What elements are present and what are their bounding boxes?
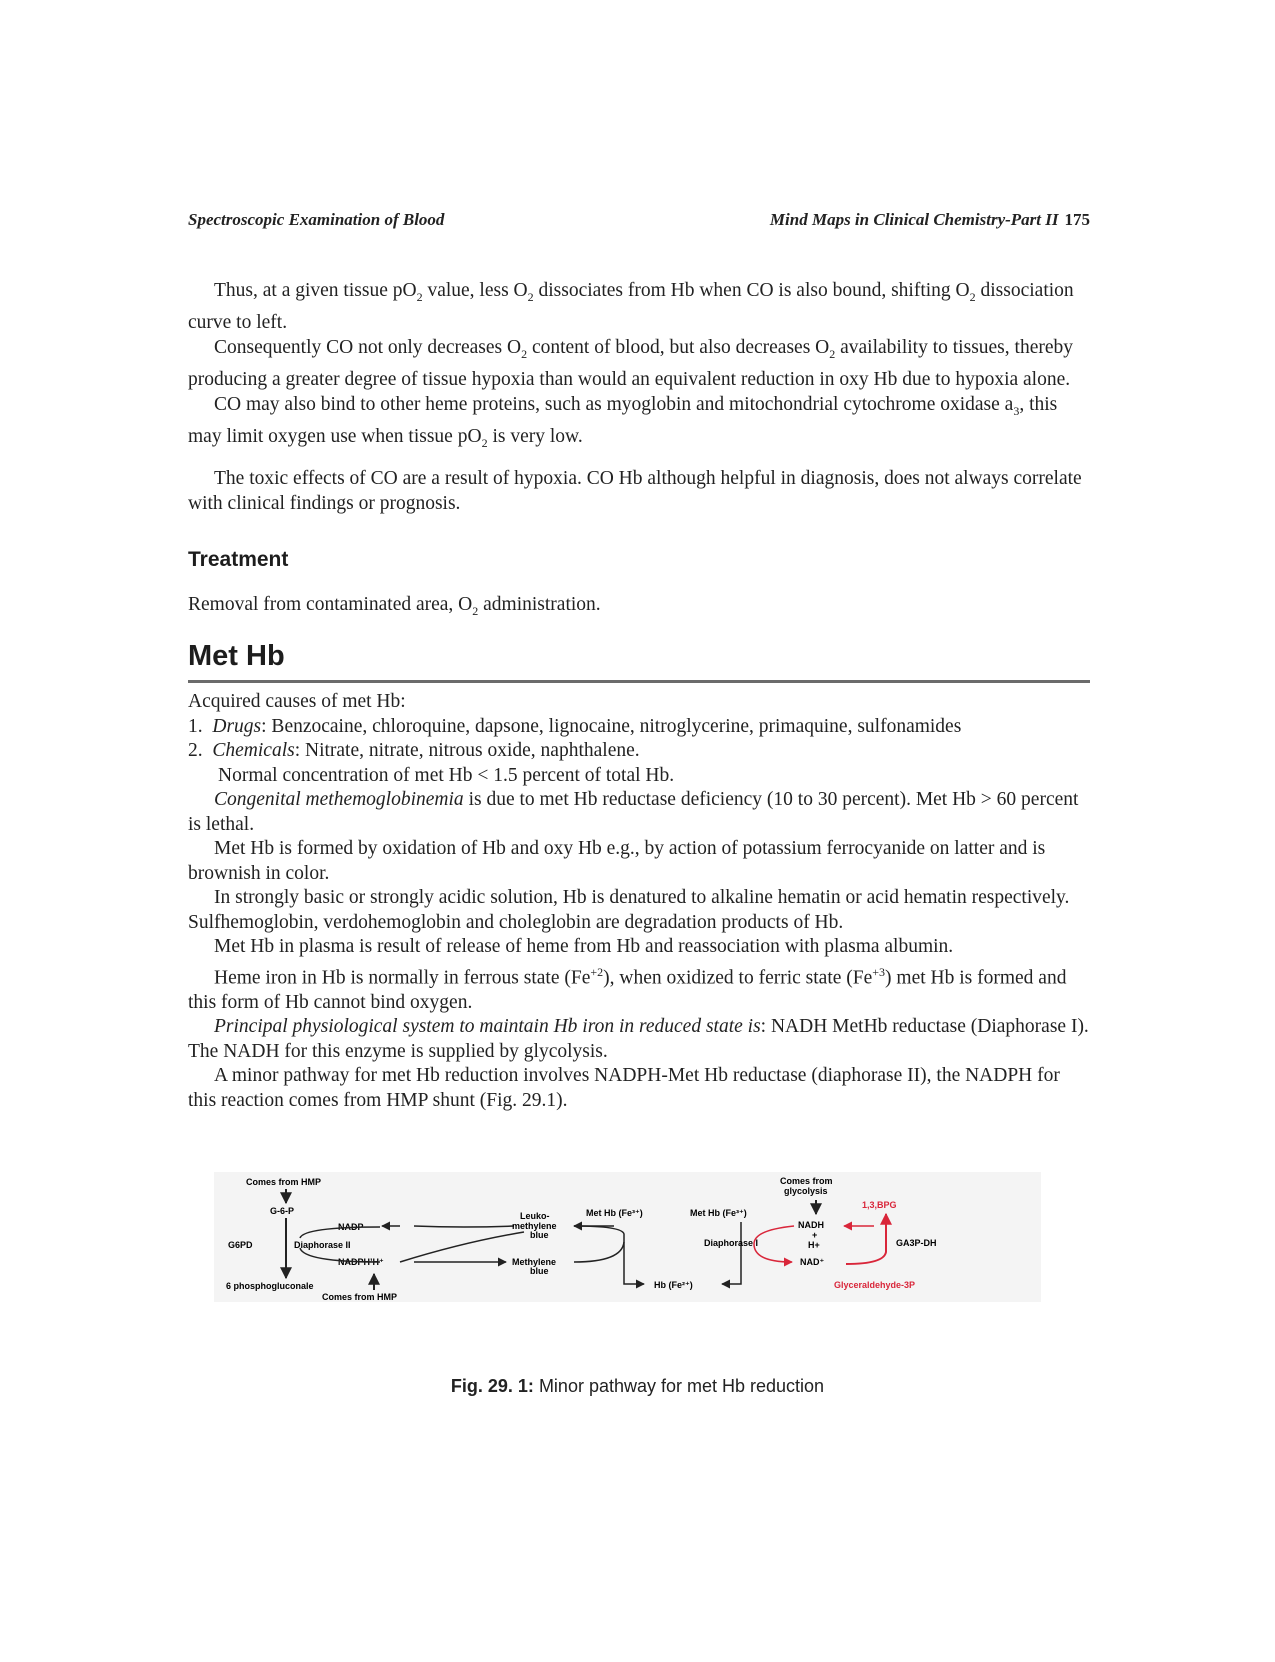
label-nadph: NADPH’H⁺ xyxy=(338,1257,384,1267)
paragraph-po2: Thus, at a given tissue $pO_2$ value, less $O_2$ dissociates from Hb when CO is also bound, shifting $O_2$ dissociation curve to left. xyxy=(188,280,1074,333)
paragraph-toxic-effects: The toxic effects of CO are a result of hypoxia. CO Hb although helpful in diagnosis, does not always correlate with clinical findings or prognosis. xyxy=(188,467,1082,514)
label-comes-from-glycolysis-1: Comes from xyxy=(780,1176,833,1186)
label-comes-from-hmp-top: Comes from HMP xyxy=(246,1177,322,1187)
figure-caption xyxy=(0,1376,1275,1397)
arrow-ga3p-to-bpg xyxy=(846,1214,886,1264)
label-nadh: NADH xyxy=(798,1220,824,1230)
label-g6p: G-6-P xyxy=(270,1206,295,1216)
methb-section xyxy=(188,690,1092,1113)
curve-link-left xyxy=(400,1232,524,1262)
running-header xyxy=(188,210,1090,234)
label-glyceraldehyde-3p: Glyceraldehyde-3P xyxy=(834,1280,916,1290)
label-diaphorase2: Diaphorase II xyxy=(294,1240,351,1250)
label-plus: + xyxy=(812,1230,818,1240)
paragraph-formed: Met Hb is formed by oxidation of Hb and oxy Hb e.g., by action of potassium ferrocyanide on latter and is brownish in color. xyxy=(188,838,1046,884)
arrow-right-methb-to-hb xyxy=(722,1222,741,1284)
label-hb-fe2: Hb (Fe²⁺) xyxy=(654,1280,693,1290)
label-leuko-3: blue xyxy=(530,1230,549,1240)
header-book-name: Mind Maps in Clinical Chemistry-Part II xyxy=(769,210,1059,229)
label-bpg: 1,3,BPG xyxy=(862,1200,897,1210)
label-ga3pdh: GA3P-DH xyxy=(896,1238,937,1248)
paragraph-principal: Principal physiological system to maintain Hb iron in reduced state is: NADH MetHb reductase (Diaphorase I). The NADH for this enzyme is supplied by glycolysis. xyxy=(188,1016,1089,1062)
label-nad: NAD⁺ xyxy=(800,1257,825,1267)
paragraph-minor-pathway: A minor pathway for met Hb reduction involves NADPH-Met Hb reductase (diaphorase II), the NADPH for this reaction comes from HMP shunt (Fig. 29.1). xyxy=(188,1065,1060,1111)
label-hplus: H+ xyxy=(808,1240,820,1250)
label-comes-from-glycolysis-2: glycolysis xyxy=(784,1186,828,1196)
normal-concentration: Normal concentration of met Hb < 1.5 percent of total Hb. xyxy=(218,764,675,786)
paragraph-heme-proteins: CO may also bind to other heme proteins, such as myoglobin and mitochondrial cytochrome oxidase $a_3$, this may limit oxygen use when tissue $pO_2$ is very low. xyxy=(188,393,1058,450)
paragraph-plasma: Met Hb in plasma is result of release of heme from Hb and reassociation with plasma albumin. xyxy=(214,936,954,957)
curve-nadh-to-nad xyxy=(754,1226,794,1262)
pathway-diagram xyxy=(214,1172,1041,1302)
curve-nadp xyxy=(300,1227,380,1238)
header-chapter-title: Spectroscopic Examination of Blood xyxy=(188,210,445,229)
paragraph-congenital: Congenital methemoglobinemia is due to met Hb reductase deficiency (10 to 30 percent). Met Hb > 60 percent is lethal. xyxy=(188,789,1079,835)
label-diaphorase1: Diaphorase I xyxy=(704,1238,759,1248)
label-methb-right: Met Hb (Fe³⁺) xyxy=(690,1208,747,1218)
list-item-chemicals: 2. Chemicals: Nitrate, nitrate, nitrous oxide, naphthalene. xyxy=(188,740,640,761)
paragraph-heme-iron: Heme iron in Hb is normally in ferrous state $(Fe^{+2})$, when oxidized to ferric state $(Fe^{+3})$ met Hb is formed and this form of Hb cannot bind oxygen. xyxy=(188,964,1067,1013)
label-g6pd: G6PD xyxy=(228,1240,253,1250)
label-nadp: NADP xyxy=(338,1222,364,1232)
label-leuko-2: methylene xyxy=(512,1221,557,1231)
caption-label: Fig. 29. 1: xyxy=(450,1376,534,1396)
pathway-figure xyxy=(214,1172,1041,1302)
treatment-heading: Treatment xyxy=(188,548,289,571)
methb-heading: Met Hb xyxy=(188,640,285,672)
label-methylene-1: Methylene xyxy=(512,1257,557,1267)
label-methb-middle: Met Hb (Fe³⁺) xyxy=(586,1208,643,1218)
section-divider xyxy=(188,680,1090,683)
treatment-text: Removal from contaminated area, $O_2$ administration. xyxy=(188,594,601,618)
label-comes-from-hmp-bottom: Comes from HMP xyxy=(322,1292,398,1302)
page-number: 175 xyxy=(1064,210,1090,229)
header-book-title xyxy=(770,210,1090,230)
caption-text: Minor pathway for met Hb reduction xyxy=(533,1376,825,1396)
acquired-causes: Acquired causes of met Hb: xyxy=(188,691,406,712)
arrow-methb-to-hb xyxy=(574,1226,644,1284)
label-leuko-1: Leuko- xyxy=(520,1211,550,1221)
paragraph-denatured: In strongly basic or strongly acidic solution, Hb is denatured to alkaline hematin or acid hematin respectively. Sulfhemoglobin, verdohemoglobin and choleglobin are degradation products of Hb. xyxy=(188,887,1070,933)
label-6-phosphogluconate: 6 phosphogluconale xyxy=(226,1281,314,1291)
label-methylene-2: blue xyxy=(530,1266,549,1276)
intro-section xyxy=(188,278,1090,516)
paragraph-consequently: Consequently CO not only decreases $O_2$ content of blood, but also decreases $O_2$ availability to tissues, thereby producing a greater degree of tissue hypoxia than would an equivalent reduction in oxy Hb due to hypoxia alone. xyxy=(188,336,1073,390)
list-item-drugs: 1. Drugs: Benzocaine, chloroquine, dapsone, lignocaine, nitroglycerine, primaquine, sulfonamides xyxy=(188,715,962,737)
